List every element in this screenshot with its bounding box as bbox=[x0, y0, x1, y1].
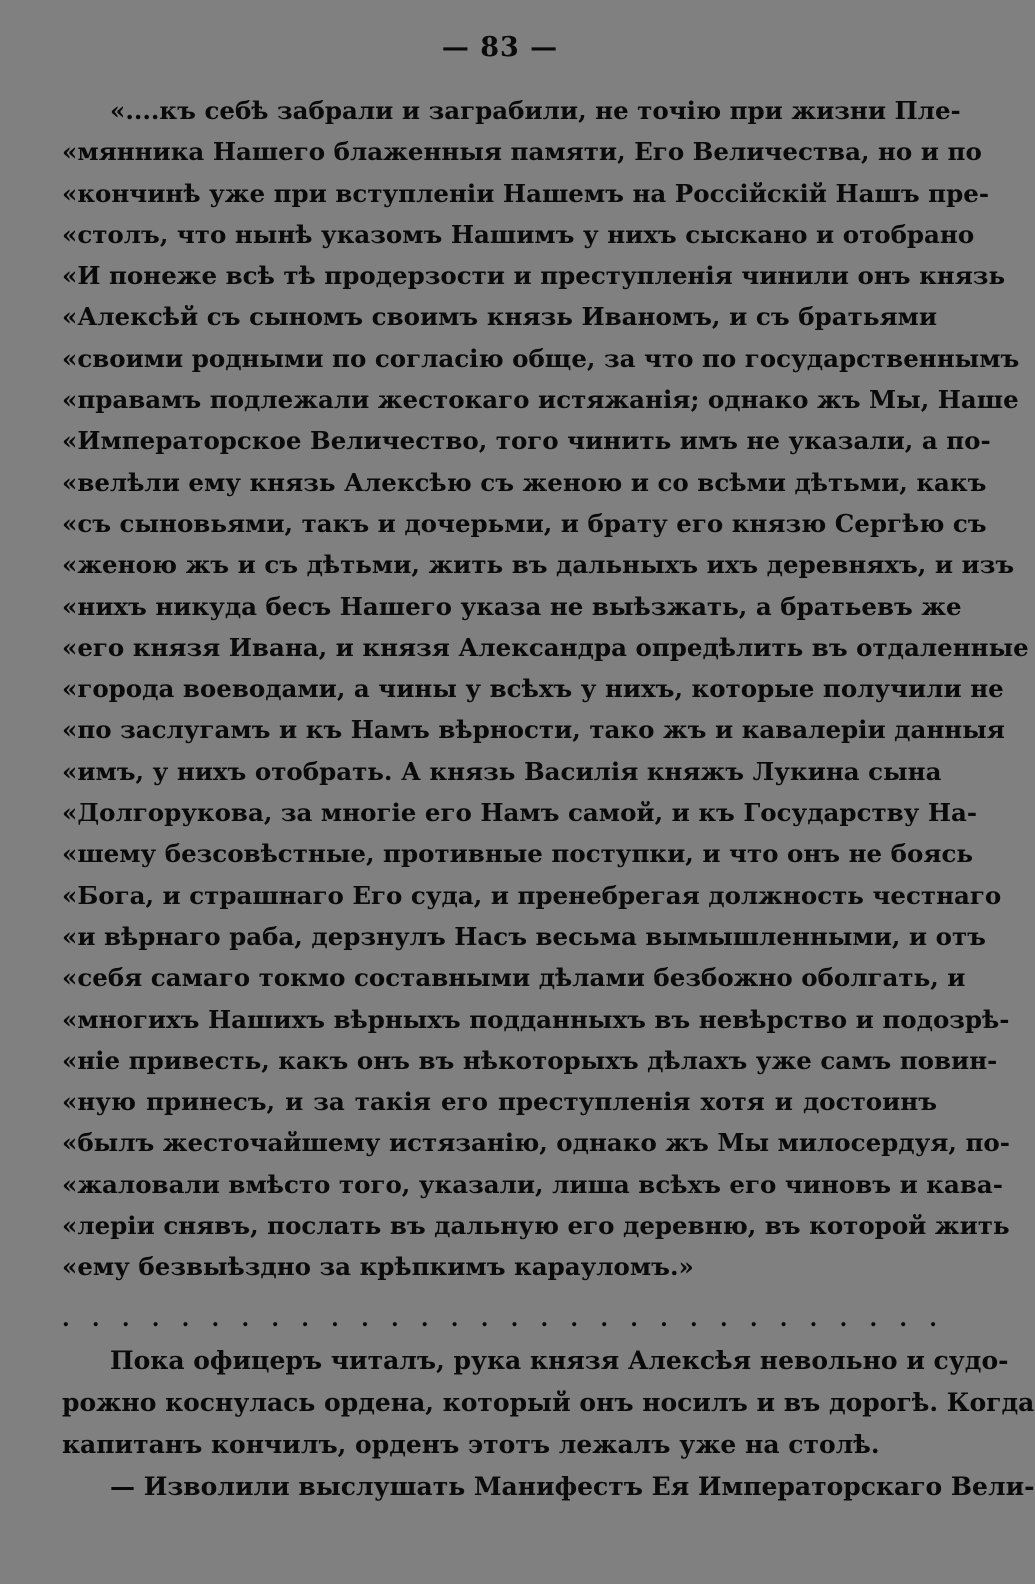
manifesto-quote bbox=[62, 90, 1029, 1288]
narrative-line: капитанъ кончилъ, орденъ этотъ лежалъ уже на столѣ. bbox=[62, 1430, 880, 1459]
divider-dot: . bbox=[91, 1306, 100, 1332]
quote-line: «Императорское Величество, того чинить имъ не указали, а по- bbox=[62, 426, 991, 456]
quote-line: «столъ, что нынѣ указомъ Нашимъ у нихъ сыскано и отобрано bbox=[62, 219, 975, 249]
divider-dot: . bbox=[450, 1306, 459, 1332]
divider-dot: . bbox=[660, 1306, 668, 1332]
quote-line: «женою жъ и съ дѣтьми, жить въ дальныхъ ихъ деревняхъ, и изъ bbox=[62, 550, 1015, 580]
divider-dot: . bbox=[600, 1306, 608, 1332]
quote-line: «города воеводами, а чины у всѣхъ у нихъ, которые получили не bbox=[62, 674, 1004, 704]
quote-line: «шему безсовѣстные, противные поступки, и что онъ не боясь bbox=[62, 839, 973, 869]
quote-line: «многихъ Нашихъ вѣрныхъ подданныхъ въ невѣрство и подозрѣ- bbox=[62, 1004, 1010, 1034]
divider-dot: . bbox=[420, 1306, 429, 1332]
quote-line: «леріи снявъ, послать въ дальную его деревню, въ которой жить bbox=[62, 1211, 1010, 1241]
quote-line: «Алексѣй съ сыномъ своимъ князь Иваномъ, и съ братьями bbox=[62, 302, 937, 332]
quote-line: «съ сыновьями, такъ и дочерьми, и брату его князю Сергѣю съ bbox=[62, 508, 987, 538]
quote-line: «ему безвыѣздно за крѣпкимъ карауломъ.» bbox=[62, 1252, 694, 1282]
quote-line: «и вѣрнаго раба, дерзнулъ Насъ весьма вымышленными, и отъ bbox=[62, 921, 986, 951]
narrative-line: рожно коснулась ордена, который онъ носилъ и въ дорогѣ. Когда bbox=[62, 1388, 1035, 1417]
divider-dot: . bbox=[809, 1306, 818, 1332]
quote-line: «мянника Нашего блаженныя памяти, Его Величества, но и по bbox=[62, 137, 982, 167]
divider-dot: . bbox=[719, 1306, 728, 1332]
divider-dot: . bbox=[779, 1306, 788, 1332]
divider-dot: . bbox=[630, 1306, 638, 1332]
divider-dot: . bbox=[271, 1306, 280, 1332]
quote-line: «жаловали вмѣсто того, указали, лиша всѣхъ его чиновъ и кава- bbox=[62, 1169, 1003, 1199]
page-number: — 83 — bbox=[441, 32, 559, 63]
divider-dot: . bbox=[331, 1306, 339, 1332]
divider-dot: . bbox=[510, 1306, 519, 1332]
quote-line: «своими родными по согласію обще, за что по государственнымъ bbox=[62, 343, 1020, 373]
divider-dot: . bbox=[301, 1306, 309, 1332]
quote-line: «себя самаго токмо составными дѣлами безбожно оболгать, и bbox=[62, 963, 966, 993]
divider-dot: . bbox=[869, 1306, 878, 1332]
quote-line: «И понеже всѣ тѣ продерзости и преступленія чинили онъ князь bbox=[62, 261, 1006, 291]
divider-dot: . bbox=[929, 1306, 937, 1332]
narrative-text bbox=[62, 1340, 1035, 1508]
quote-line: «ную принесъ, и за такія его преступленія хотя и достоинъ bbox=[62, 1087, 937, 1117]
divider-dot: . bbox=[839, 1306, 848, 1332]
quote-line: «имъ, у нихъ отобрать. А князь Василія княжъ Лукина сына bbox=[62, 756, 942, 786]
narrative-line: — Изволили выслушать Манифестъ Ея Императорскаго Вели- bbox=[110, 1472, 1035, 1501]
divider-dot: . bbox=[899, 1306, 908, 1332]
divider-dot: . bbox=[390, 1306, 399, 1332]
quote-line: «правамъ подлежали жестокаго истяжанія; однако жъ Мы, Наше bbox=[62, 385, 1019, 415]
quote-line: «кончинѣ уже при вступленіи Нашемъ на Россійскій Нашъ пре- bbox=[62, 178, 989, 208]
quote-line: «Долгорукова, за многіе его Намъ самой, и къ Государству На- bbox=[62, 798, 978, 828]
quote-line: «нихъ никуда бесъ Нашего указа не выѣзжать, а братьевъ же bbox=[62, 591, 962, 621]
divider-dot: . bbox=[570, 1306, 579, 1332]
narrative-line: Пока офицеръ читалъ, рука князя Алексѣя невольно и судо- bbox=[110, 1346, 1009, 1375]
divider-dot: . bbox=[540, 1306, 549, 1332]
divider-dot: . bbox=[181, 1306, 190, 1332]
section-divider-dots bbox=[62, 1306, 937, 1332]
quote-line: «по заслугамъ и къ Намъ вѣрности, тако жъ и кавалеріи данныя bbox=[62, 715, 1005, 745]
divider-dot: . bbox=[241, 1306, 250, 1332]
divider-dot: . bbox=[211, 1306, 220, 1332]
quote-line: «велѣли ему князь Алексѣю съ женою и со всѣми дѣтьми, какъ bbox=[62, 467, 987, 497]
quote-line: «....къ себѣ забрали и заграбили, не точію при жизни Пле- bbox=[110, 96, 961, 125]
quote-line: «Бога, и страшнаго Его суда, и пренебрегая должность честнаго bbox=[62, 880, 1002, 910]
divider-dot: . bbox=[361, 1306, 369, 1332]
divider-dot: . bbox=[749, 1306, 758, 1332]
divider-dot: . bbox=[121, 1306, 130, 1332]
divider-dot: . bbox=[151, 1306, 160, 1332]
divider-dot: . bbox=[690, 1306, 698, 1332]
quote-line: «былъ жесточайшему истязанію, однако жъ Мы милосердуя, по- bbox=[62, 1128, 1010, 1158]
quote-line: «его князя Ивана, и князя Александра опредѣлить въ отдаленные bbox=[62, 632, 1029, 662]
divider-dot: . bbox=[62, 1306, 70, 1332]
quote-line: «ніе привесть, какъ онъ въ нѣкоторыхъ дѣлахъ уже самъ повин- bbox=[62, 1045, 998, 1075]
divider-dot: . bbox=[480, 1306, 489, 1332]
